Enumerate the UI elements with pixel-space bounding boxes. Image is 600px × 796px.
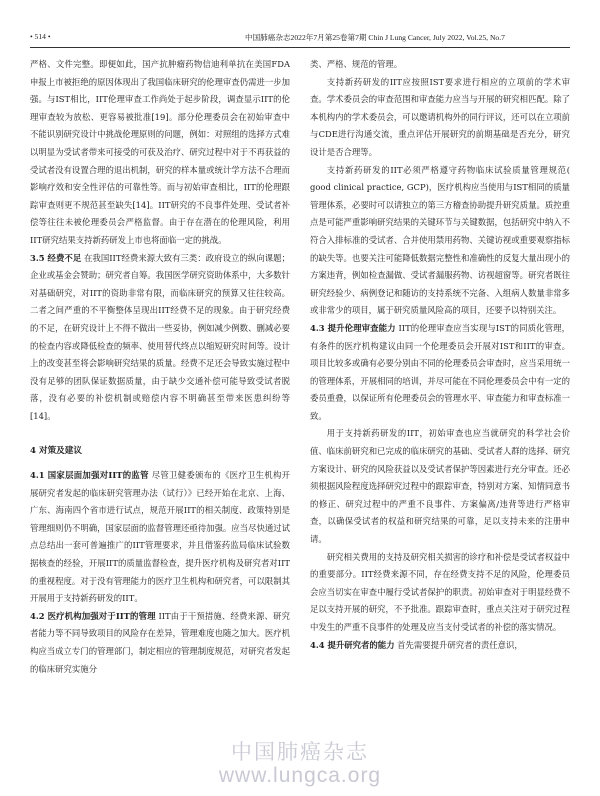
section-heading: 4.3 提升伦理审查能力	[310, 322, 396, 333]
watermark-url: www.lungca.org	[218, 764, 382, 787]
paragraph: 研究相关费用的支持及研究相关损害的诊疗和补偿是受试者权益中的重要部分。IIT经费来源不同，存在经费支持不足的风险，伦理委员会应当切实在审查中履行受试者保护的职责。初始审查对于明显经费不足以支持开展的研究，不予批准。跟踪审查时，重点关注对于研究过程中发生的严重不良事件的处理及应当支付受试者的补偿的落实情况。	[310, 551, 570, 632]
left-column	[30, 56, 290, 678]
section-body: 首先需要提升研究者的责任意识，	[397, 639, 523, 650]
paragraph: 严格、文件完整。即便如此，国产抗肿瘤药物信迪利单抗在美国FDA申报上市被拒绝的原因体现出了我国临床研究的伦理审查仍需进一步加强。与IST相比，IIT伦理审查工作尚处于起步阶段，调查显示IIT的伦理审查较为放松、更容易被批准[19]。部分伦理委员会在初始审查中不能识别研究设计中挑战伦理原则的问题，例如：对照组的选择方式难以明显为受试者带来可接受的可获及治疗、研究过程中对于不再获益的受试者没有设置合理的退出机制，研究的样本量或统计学方法不合理而影响疗效和安全性评估的可靠性等。而与初始审查相比，IIT的伦理跟踪审查则更不规范甚至缺失[14]。IIT研究的不良事件处理、受试者补偿等往往未被伦理委员会严格监督。由于存在潜在的伦理风险，利用IIT研究结果支持新药研发上市也将面临一定的挑战。	[30, 59, 290, 245]
header-rule	[30, 47, 570, 48]
paragraph: 支持新药研发的IIT应按照IST要求进行相应的立项前的学术审查。学术委员会的审查范围和审查能力应当与开展的研究相匹配。除了本机构内的学术委员会，可以邀请机构外的同行评议，还可以在立项前与CDE进行沟通交流，重点评估开展研究的前期基础是否充分，研究设计是否合理等。	[310, 76, 570, 157]
right-column	[310, 56, 570, 654]
section-heading: 4.2 医疗机构加强对于IIT的管理	[30, 610, 156, 621]
section-heading: 4.1 国家层面加强对IIT的监管	[30, 470, 149, 481]
running-header	[30, 32, 570, 46]
section-heading: 3.5 经费不足	[30, 252, 82, 263]
section-4-2	[30, 608, 290, 678]
section-body: IIT由于干预措施、经费来源、研究者能力等不同导致项目的风险存在差异，管理难度也随之加大。医疗机构应当成立专门的管理部门，制定相应的管理制度规范，对研究者发起的临床研究实施分	[30, 610, 290, 674]
section-4-heading: 4 对策及建议	[30, 446, 82, 457]
section-3-5	[30, 250, 290, 426]
paragraph: 类、严格、规范的管理。	[310, 59, 403, 69]
section-body: IIT的伦理审查应当实现与IST的同质化管理，有条件的医疗机构建议由同一个伦理委员会开展对IST和IIT的审查。项目比较多或确有必要分别由不同的伦理委员会审查时，应当采用统一的管理体系，开展相同的培训，并尽可能在不同伦理委员会中有一定的委员重叠，以保证所有伦理委员会的管理水平、审查能力和审查标准一致。	[310, 322, 570, 421]
section-heading: 4.4 提升研究者的能力	[310, 639, 395, 650]
page-number: • 514 •	[30, 32, 51, 41]
section-body: 尽管卫健委颁布的《医疗卫生机构开展研究者发起的临床研究管理办法（试行）》已经开始在北京、上海、广东、海南四个省市进行试点，规范开展IIT的相关制度、政策特别是管理细则仍不明确，国家层面的监督管理还亟待加强。应当尽快通过试点总结出一套可普遍推广的IIT管理要求，并且借鉴药监局临床试验数据核查的经验，开展IIT的质量监督检查，提升医疗机构及研究者对IIT的重视程度。对于没有管理能力的医疗卫生机构和研究者，可以限制其开展用于支持新药研发的IIT。	[30, 470, 290, 604]
watermark-title: 中国肺癌杂志	[231, 740, 369, 764]
paragraph: 支持新药研发的IIT必须严格遵守药物临床试验质量管理规范( good clinical practice, GCP)，医疗机构应当使用与IST相同的质量管理体系，必要时可以请独立的第三方稽查协助提升研究质量。质控重点是可能严重影响研究结果的关键环节与关键数据，包括研究中纳入不符合入排标准的受试者、合并使用禁用药物、关键访视或重要观察指标的缺失等。也要关注可能降低数据完整性和准确性的反复大量出现小的方案违背，例如检查漏做、受试者漏服药物、访视超窗等。研究者既往研究经验少、病例登记和随访的支持系统不完备、入组病人数量非常多或非常少的项目，属于研究质量风险高的项目，还要予以特别关注。	[310, 164, 570, 316]
section-4-4	[310, 637, 570, 655]
section-4-3	[310, 320, 570, 426]
paragraph: 用于支持新药研发的IIT，初始审查也应当就研究的科学社会价值、临床前研究和已完成的临床研究的基础、受试者人群的选择、研究方案设计、研究的风险获益以及受试者保护等因素进行充分审查。还必须根据风险程度选择研究过程中的跟踪审查，特别对方案、知情同意书的修正、研究过程中的严重不良事件、方案偏离/违背等进行严格审查，以确保受试者的权益和研究结果的可靠，足以支持未来的注册申请。	[310, 428, 570, 545]
section-4-1	[30, 467, 290, 608]
journal-citation: 中国肺癌杂志2022年7月第25卷第7期 Chin J Lung Cancer, July 2022, Vol.25, No.7	[245, 33, 505, 42]
section-body: 在我国IIT经费来源大致有三类：政府设立的纵向课题；企业或基金会赞助；研究者自筹。我国医学研究资助体系中，大多数针对基础研究，对IIT的资助非常有限，而临床研究的预算又往往较高。二者之间严重的不平衡整体呈现出IIT经费不足的现象。由于研究经费的不足，在研究设计上不得不做出一些妥协，例如减少例数、删减必要的检查内容或降低检查的频率、使用替代终点以缩短研究时间等。设计上的改变甚至将会影响研究结果的质量。经费不足还会导致实施过程中没有足够的团队保证数据质量，由于缺少交通补偿可能导致受试者脱落，没有必要的补偿机制或赔偿内容不明确甚至带来医患纠纷等[14]。	[30, 252, 290, 421]
